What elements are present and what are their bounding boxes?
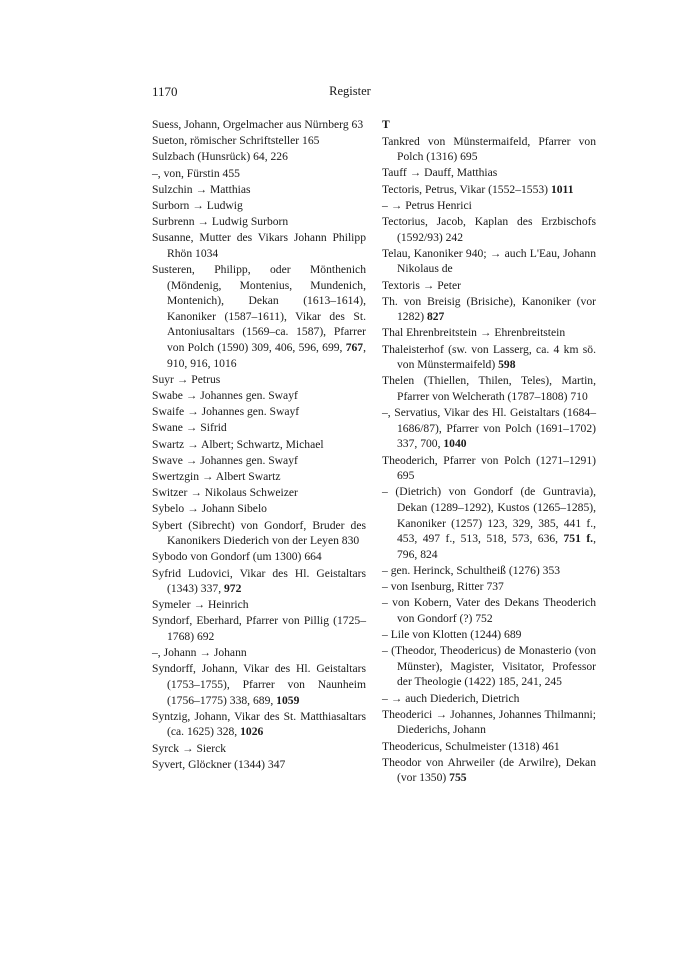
entry-bold-ref: 1059 — [276, 693, 300, 707]
entry-text: Sulzbach (Hunsrück) 64, 226 — [152, 150, 288, 164]
entry-text: – gen. Herinck, Schultheiß (1276) 353 — [382, 563, 561, 577]
entry-text: Th. von Breisig (Brisiche), Kanoniker (vor 1282) — [382, 294, 596, 324]
entry-text: Syvert, Glöckner (1344) 347 — [152, 757, 286, 771]
entry-text: Swaife → Johannes gen. Swayf — [152, 405, 300, 419]
entry-text: Swartz → Albert; Schwartz, Michael — [152, 437, 324, 451]
entry-text: – Lile von Klotten (1244) 689 — [382, 628, 522, 642]
entry-text: Theoderici → Johannes, Johannes Thilmanni; Diederichs, Johann — [382, 707, 596, 737]
index-entry — [152, 372, 366, 388]
entry-text: –, Johann → Johann — [152, 646, 247, 660]
entry-text: Susteren, Philipp, oder Mönthenich (Möndenig, Montenius, Mundenich, Montenich), Dekan (1613–1614), Kanoniker (1587–1611), Vikar des St. Antoniusaltars (1569–ca. 1587), Pfarrer von Polch (1590) 309, 406, 596, 699, — [152, 263, 366, 355]
index-entry — [152, 404, 366, 420]
index-entry — [382, 278, 596, 294]
index-entry — [382, 246, 596, 277]
entry-text: Theodericus, Schulmeister (1318) 461 — [382, 739, 560, 753]
index-entry — [382, 691, 596, 707]
index-entry — [152, 661, 366, 708]
entry-text: –, Servatius, Vikar des Hl. Geistaltars (1684–1686/87), Pfarrer von Polch (1691–1702) 337, 700, — [382, 406, 596, 451]
index-entry — [382, 579, 596, 595]
entry-text: – von Isenburg, Ritter 737 — [382, 580, 504, 594]
index-entry — [152, 117, 366, 133]
index-entry — [382, 707, 596, 738]
entry-text: Syrck → Sierck — [152, 741, 227, 755]
entry-bold-ref: 1040 — [443, 437, 467, 451]
index-entry — [382, 484, 596, 562]
entry-text: Theoderich, Pfarrer von Polch (1271–1291) 695 — [382, 453, 596, 483]
entry-text: Swave → Johannes gen. Swayf — [152, 453, 298, 467]
entry-text: Surbrenn → Ludwig Surborn — [152, 215, 289, 229]
entry-text: Swabe → Johannes gen. Swayf — [152, 389, 298, 403]
index-entry — [382, 627, 596, 643]
entry-text: – von Kobern, Vater des Dekans Theoderich von Gondorf (?) 752 — [382, 596, 596, 625]
entry-text: –, von, Fürstin 455 — [152, 166, 240, 180]
entry-text: Suess, Johann, Orgelmacher aus Nürnberg 63 — [152, 118, 364, 131]
entry-text: Textoris → Peter — [382, 278, 462, 292]
index-entry — [382, 453, 596, 484]
entry-text: Swertzgin → Albert Swartz — [152, 469, 281, 483]
index-entry — [382, 342, 596, 373]
index-entry — [152, 230, 366, 261]
index-entry — [152, 453, 366, 469]
index-entry — [152, 437, 366, 453]
index-entry — [152, 388, 366, 404]
entry-text: Tectoris, Petrus, Vikar (1552–1553) — [382, 182, 551, 196]
entry-text: Susanne, Mutter des Vikars Johann Philipp Rhön 1034 — [152, 231, 366, 260]
index-entry — [152, 597, 366, 613]
index-entry — [152, 166, 366, 182]
index-entry — [382, 182, 596, 198]
index-entries-right — [382, 134, 596, 786]
entry-text: Sybert (Sibrecht) von Gondorf, Bruder des Kanonikers Diederich von der Leyen 830 — [152, 518, 366, 548]
index-column-right — [382, 117, 596, 787]
entry-text: Swane → Sifrid — [152, 421, 227, 435]
index-entry — [152, 182, 366, 198]
entry-bold-ref: 755 — [449, 771, 467, 785]
entry-text: Theodor von Ahrweiler (de Arwilre), Dekan (vor 1350) — [382, 755, 596, 785]
index-entry — [152, 501, 366, 517]
index-entry — [382, 595, 596, 626]
entry-bold-ref: 972 — [224, 582, 242, 596]
index-entry — [382, 325, 596, 341]
entry-text: Switzer → Nikolaus Schweizer — [152, 486, 298, 500]
index-entry — [382, 198, 596, 214]
section-letter: T — [382, 118, 390, 131]
index-entry — [152, 709, 366, 740]
index-entry — [382, 755, 596, 786]
index-entry — [152, 149, 366, 165]
index-entry — [382, 405, 596, 452]
index-entry — [152, 198, 366, 214]
entry-text: – → auch Diederich, Dietrich — [382, 691, 520, 705]
entry-bold-ref: 751 f. — [563, 532, 594, 546]
index-entry — [152, 518, 366, 549]
index-entry — [382, 563, 596, 579]
index-entry — [152, 566, 366, 597]
index-entry — [152, 214, 366, 230]
index-entry — [382, 165, 596, 181]
entry-bold-ref: 827 — [426, 310, 445, 324]
index-entry — [152, 420, 366, 436]
entry-text: Symeler → Heinrich — [152, 598, 249, 612]
index-entry — [382, 294, 596, 325]
entry-bold-ref: 767 — [345, 341, 364, 355]
entry-text: Sybodo von Gondorf (um 1300) 664 — [152, 550, 322, 564]
index-column-left — [152, 117, 366, 773]
index-entry — [152, 469, 366, 485]
entry-text: Sybelo → Johann Sibelo — [152, 502, 267, 516]
index-entry — [382, 134, 596, 165]
entry-text: Sueton, römischer Schriftsteller 165 — [152, 134, 320, 148]
entry-text: Suyr → Petrus — [152, 372, 221, 386]
entry-text: – (Dietrich) von Gondorf (de Guntravia), Dekan (1289–1292), Kustos (1265–1285), Kanoniker (1257) 123, 329, 385, 441 f., 453, 497 f., 513, 518, 573, 636, — [382, 485, 596, 546]
page-number: 1170 — [152, 84, 178, 99]
entry-text: Surborn → Ludwig — [152, 198, 243, 212]
index-entry — [152, 262, 366, 371]
index-entry — [152, 549, 366, 565]
entry-text: Sulzchin → Matthias — [152, 182, 251, 196]
entry-text: , 796, 824 — [397, 532, 596, 561]
entry-text: Tauff → Dauff, Matthias — [382, 166, 498, 180]
index-entry — [382, 643, 596, 690]
index-entry — [382, 373, 596, 404]
index-entry — [382, 739, 596, 755]
entry-text: Syntzig, Johann, Vikar des St. Matthiasaltars (ca. 1625) 328, — [152, 709, 366, 739]
entry-text: Tectorius, Jacob, Kaplan des Erzbischofs (1592/93) 242 — [382, 214, 596, 244]
index-entry — [152, 133, 366, 149]
index-entry — [152, 645, 366, 661]
index-entry — [382, 214, 596, 245]
entry-text: Syfrid Ludovici, Vikar des Hl. Geistaltars (1343) 337, — [152, 566, 366, 596]
index-entry — [152, 741, 366, 757]
entry-text: Telau, Kanoniker 940; → auch L'Eau, Johann Nikolaus de — [382, 246, 596, 276]
index-entry — [152, 613, 366, 644]
entry-text: Thal Ehrenbreitstein → Ehrenbreitstein — [382, 326, 566, 340]
entry-text: Tankred von Münstermaifeld, Pfarrer von Polch (1316) 695 — [382, 134, 596, 164]
entry-text: Thelen (Thiellen, Thilen, Teles), Martin, Pfarrer von Welcherath (1787–1808) 710 — [382, 374, 596, 404]
entry-text: , 910, 916, 1016 — [167, 341, 366, 370]
entry-bold-ref: 1026 — [240, 725, 264, 739]
entry-bold-ref: 598 — [498, 358, 516, 372]
index-entry — [152, 757, 366, 773]
entry-text: Thaleisterhof (sw. von Lasserg, ca. 4 km sö. von Münstermaifeld) — [382, 342, 596, 372]
entry-bold-ref: 1011 — [550, 182, 574, 196]
entry-text: – (Theodor, Theodericus) de Monasterio (von Münster), Magister, Visitator, Professor der Theologie (1422) 185, 241, 245 — [382, 644, 596, 689]
entry-text: Syndorf, Eberhard, Pfarrer von Pillig (1725–1768) 692 — [152, 614, 366, 644]
running-head: Register — [329, 84, 371, 98]
entry-text: Syndorff, Johann, Vikar des Hl. Geistaltars (1753–1755), Pfarrer von Naunheim (1756–1775) 338, 689, — [152, 662, 366, 707]
entry-text: – → Petrus Henrici — [382, 198, 472, 212]
index-entry — [152, 485, 366, 501]
